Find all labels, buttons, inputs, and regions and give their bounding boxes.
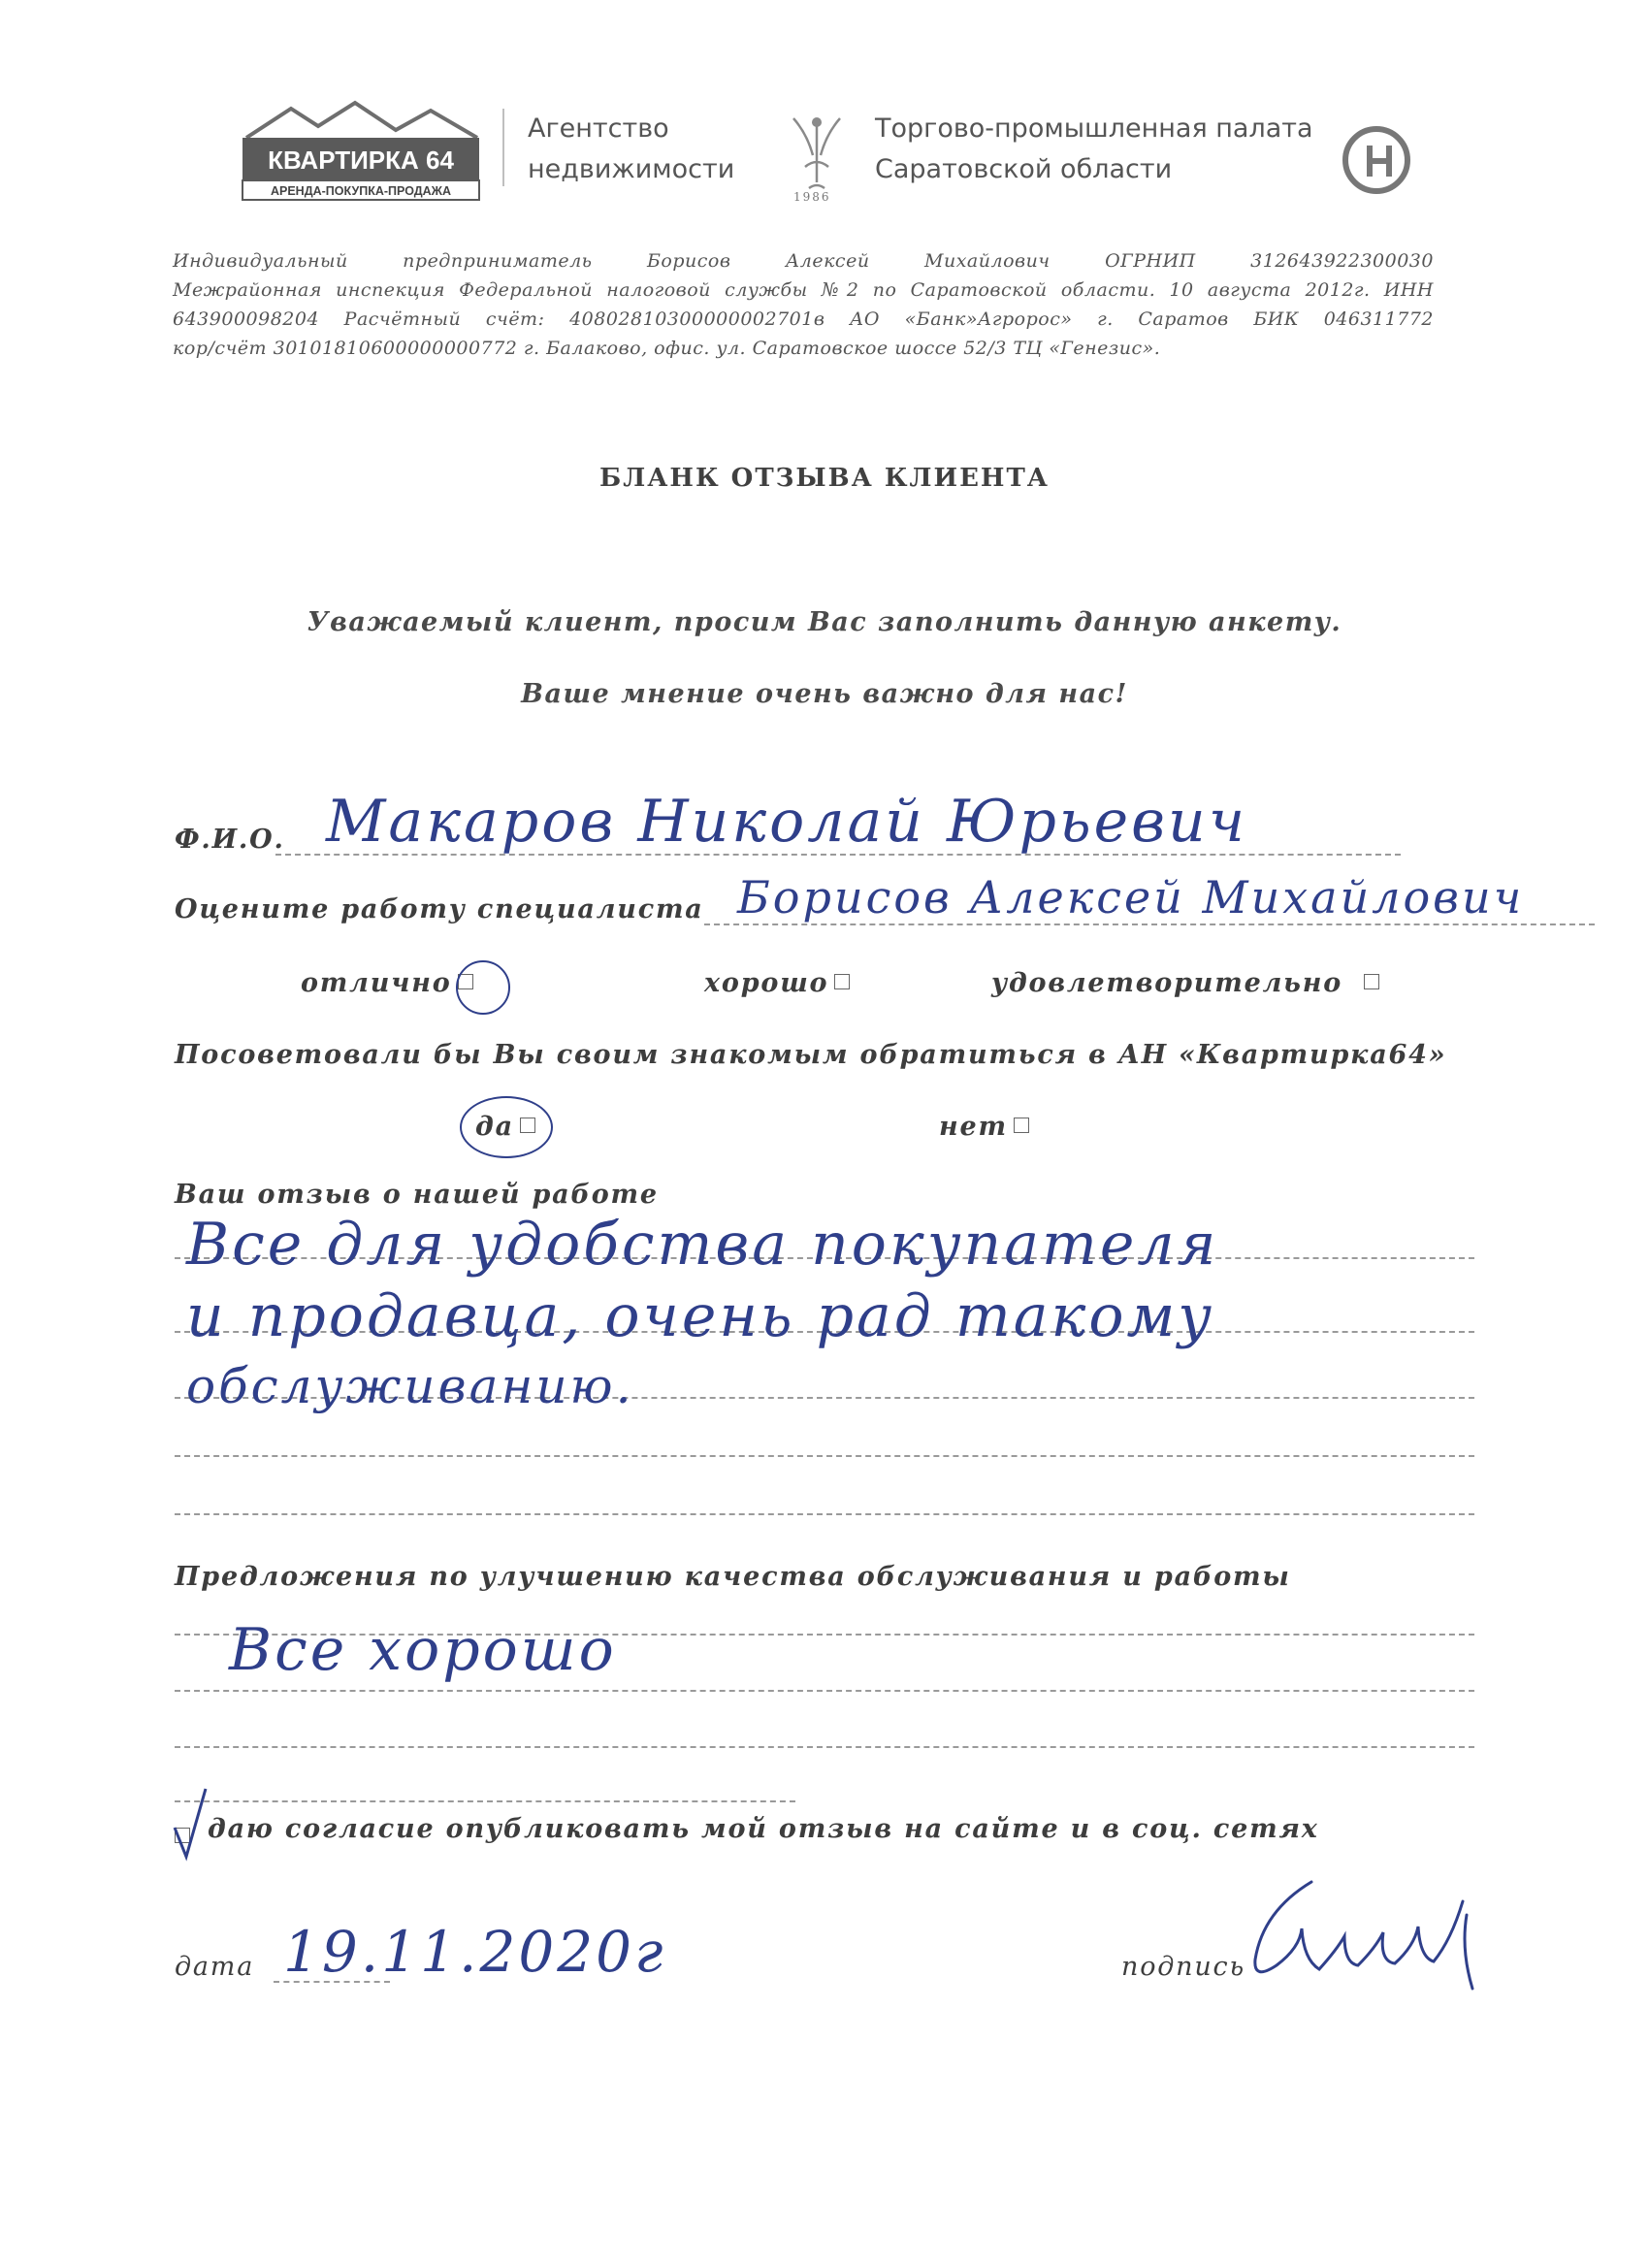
genezis-seal-icon [1341, 124, 1412, 196]
suggestions-line-2 [175, 1690, 1474, 1692]
review-line-5 [175, 1513, 1474, 1515]
specialist-label: Оцените работу специалиста [175, 894, 704, 924]
rating-good-label: хорошо [704, 968, 829, 998]
recommend-label: Посоветовали бы Вы своим знакомым обратиться в АН «Квартирка64» [175, 1040, 1447, 1070]
signature-label: подпись [1121, 1952, 1245, 1982]
logo-name: КВАРТИРКА 64 [268, 146, 454, 175]
rating-excellent-label: отлично [301, 968, 452, 998]
specialist-field[interactable]: Борисов Алексей Михайлович [737, 871, 1525, 923]
review-line-4 [175, 1455, 1474, 1457]
requisites-line-4: кор/счёт 30101810600000000772 г. Балаково, офис. ул. Саратовское шоссе 52/3 ТЦ «Генезис». [173, 338, 1161, 359]
review-text-line-2[interactable]: и продавца, очень рад такому [186, 1282, 1215, 1350]
review-label: Ваш отзыв о нашей работе [175, 1180, 659, 1210]
rating-option-good[interactable] [704, 968, 850, 998]
signature-drawing[interactable] [1244, 1872, 1496, 2008]
requisites-line-1: Индивидуальный предприниматель Борисов Алексей Михайлович ОГРНИП 312643922300030 [173, 250, 1434, 272]
chamber-line-2: Саратовской области [875, 154, 1173, 184]
date-field[interactable]: 19.11.2020г [283, 1919, 666, 1985]
intro-line-2: Ваше мнение очень важно для нас! [521, 679, 1128, 709]
suggestions-label: Предложения по улучшению качества обслуживания и работы [175, 1562, 1291, 1592]
fio-field[interactable]: Макаров Николай Юрьевич [326, 788, 1248, 856]
header-divider [502, 109, 504, 186]
review-text-line-3[interactable]: обслуживанию. [186, 1358, 634, 1414]
chamber-line-1: Торгово-промышленная палата [875, 113, 1313, 144]
requisites-line-3: 643900098204 Расчётный счёт: 40802810300000002701в АО «Банк»Агророс» г. Саратов БИК 046311772 [173, 308, 1434, 330]
recommend-selection-circle [460, 1096, 553, 1158]
chamber-title [875, 109, 1313, 190]
recommend-option-no[interactable] [939, 1112, 1029, 1142]
rating-option-satisfactory[interactable] [991, 968, 1379, 998]
rating-option-excellent[interactable] [301, 968, 473, 998]
agency-line-1: Агентство [528, 113, 669, 144]
date-label: дата [175, 1952, 255, 1982]
fio-label: Ф.И.О. [175, 825, 285, 855]
specialist-line [704, 923, 1595, 925]
form-title: БЛАНК ОТЗЫВА КЛИЕНТА [599, 464, 1050, 493]
suggestions-line-3 [175, 1746, 1474, 1748]
rating-selection-circle [456, 960, 510, 1015]
rating-satisfactory-checkbox[interactable] [1364, 974, 1379, 989]
logo-tagline: АРЕНДА-ПОКУПКА-ПРОДАЖА [270, 184, 452, 198]
suggestions-line-4 [175, 1800, 795, 1802]
consent-label: даю согласие опубликовать мой отзыв на сайте и в соц. сетях [208, 1814, 1319, 1844]
kvartirka-logo [241, 99, 481, 202]
suggestions-field[interactable]: Все хорошо [229, 1616, 617, 1684]
recommend-yes-label: да [475, 1112, 514, 1142]
rating-good-checkbox[interactable] [834, 974, 850, 989]
recommend-no-label: нет [939, 1112, 1008, 1142]
requisites-line-2: Межрайонная инспекция Федеральной налоговой службы №2 по Саратовской области. 10 августа 2012г. ИНН [173, 279, 1434, 301]
review-text-line-1[interactable]: Все для удобства покупателя [186, 1211, 1219, 1279]
intro-line-1: Уважаемый клиент, просим Вас заполнить данную анкету. [307, 607, 1342, 637]
agency-line-2: недвижимости [528, 154, 735, 184]
consent-checkmark-icon [171, 1785, 210, 1863]
agency-title [528, 109, 734, 190]
emblem-year: 1986 [793, 190, 831, 204]
recommend-no-checkbox[interactable] [1014, 1118, 1029, 1133]
rating-satisfactory-label: удовлетворительно [991, 968, 1343, 998]
